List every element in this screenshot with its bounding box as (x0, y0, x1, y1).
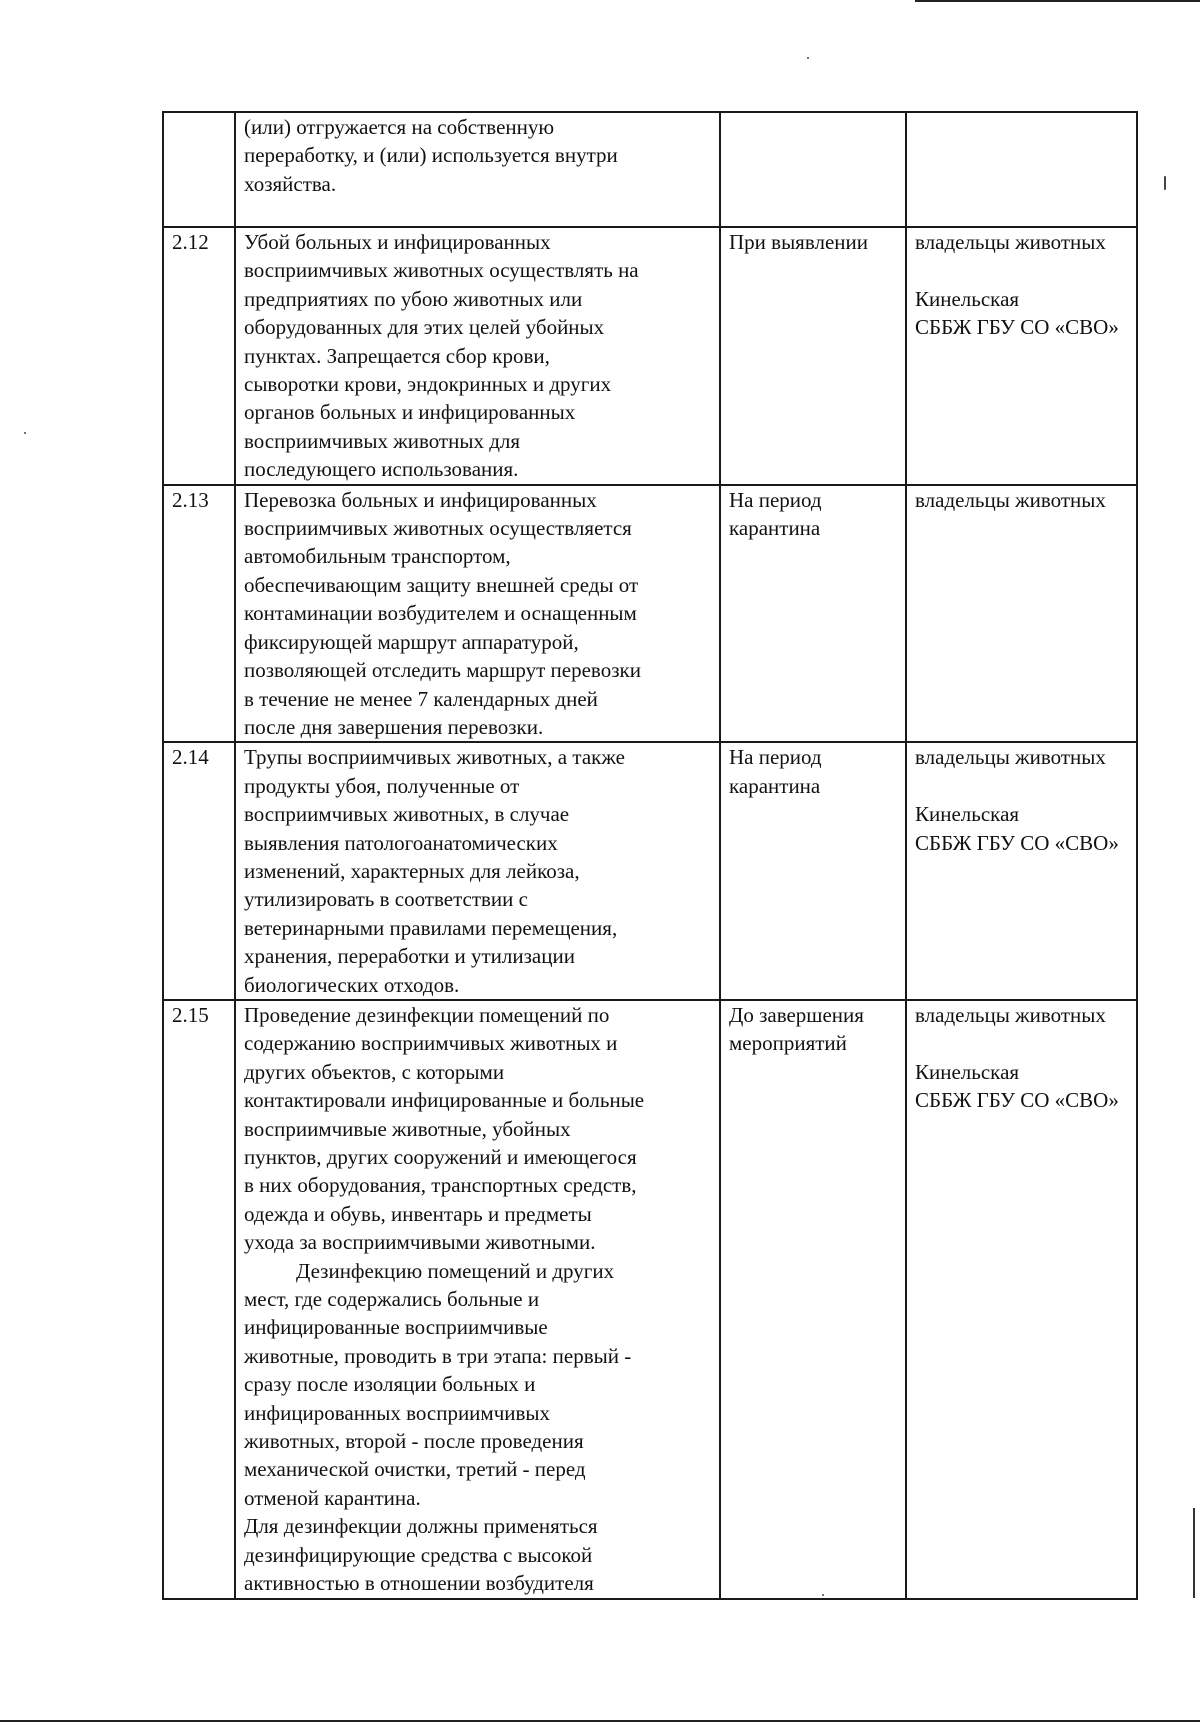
text-line: ухода за восприимчивыми животными. (244, 1230, 596, 1255)
scan-speck (24, 432, 26, 434)
measure-description (235, 112, 720, 227)
text-line: оборудованных для этих целей убойных (244, 315, 605, 340)
text-line: изменений, характерных для лейкоза, (244, 858, 580, 883)
text-line: переработку, и (или) используется внутри (244, 143, 618, 168)
text-line: ветеринарными правилами перемещения, (244, 915, 618, 940)
text-line: карантина (729, 516, 821, 541)
text-line: позволяющей отследить маршрут перевозки (244, 658, 641, 683)
row-number: 2.13 (163, 485, 235, 743)
measure-description (235, 227, 720, 485)
text-line: восприимчивых животных осуществлять на (244, 258, 639, 283)
text-line: механической очистки, третий - перед (244, 1457, 586, 1482)
row-number: 2.15 (163, 1000, 235, 1599)
text-line: выявления патологоанатомических (244, 830, 558, 855)
row-number: 2.14 (163, 742, 235, 1000)
text-line: органов больных и инфицированных (244, 400, 576, 425)
text-line: Трупы восприимчивых животных, а также (244, 745, 625, 770)
text-line: владельцы животных (915, 745, 1106, 770)
measure-description (235, 1000, 720, 1599)
measure-term (720, 227, 906, 485)
spacer (915, 256, 1128, 284)
text-line: биологических отходов. (244, 972, 460, 997)
text-line: пунктах. Запрещается сбор крови, (244, 343, 550, 368)
text-line: мест, где содержались больные и (244, 1287, 540, 1312)
table-row (163, 227, 1137, 485)
measures-table (162, 111, 1138, 1600)
text-line: владельцы животных (915, 230, 1106, 254)
text-line: обеспечивающим защиту внешней среды от (244, 572, 639, 597)
text-line: Перевозка больных и инфицированных (244, 487, 597, 512)
text-line: Дезинфекцию помещений и других (296, 1258, 615, 1283)
text-line: сразу после изоляции больных и (244, 1372, 536, 1397)
measure-responsible (906, 227, 1137, 485)
text-line: в течение не менее 7 календарных дней (244, 686, 598, 711)
measure-responsible (906, 1000, 1137, 1599)
text-line: активностью в отношении возбудителя (244, 1571, 594, 1596)
text-line: Убой больных и инфицированных (244, 230, 551, 254)
measure-responsible (906, 742, 1137, 1000)
measure-description (235, 742, 720, 1000)
text-line: после дня завершения перевозки. (244, 714, 544, 739)
text-line: восприимчивых животных осуществляется (244, 516, 632, 541)
text-line: утилизировать в соответствии с (244, 887, 528, 912)
scan-edge-top (915, 0, 1200, 2)
measure-term (720, 1000, 906, 1599)
text-line: хранения, переработки и утилизации (244, 944, 575, 969)
table-row (163, 485, 1137, 743)
text-line: автомобильным транспортом, (244, 544, 511, 569)
spacer (915, 772, 1128, 800)
measure-term (720, 485, 906, 743)
measure-description (235, 485, 720, 743)
text-line: (или) отгружается на собственную (244, 115, 555, 139)
text-line: содержанию восприимчивых животных и (244, 1031, 618, 1056)
text-line: животные, проводить в три этапа: первый - (244, 1343, 632, 1368)
text-line: СББЖ ГБУ СО «СВО» (915, 315, 1119, 340)
row-number: 2.12 (163, 227, 235, 485)
measure-term (720, 742, 906, 1000)
text-line: На период (729, 745, 822, 770)
text-line: дезинфицирующие средства с высокой (244, 1542, 593, 1567)
text-line: На период (729, 487, 822, 512)
text-line: других объектов, с которыми (244, 1059, 505, 1084)
text-line: контактировали инфицированные и больные (244, 1088, 645, 1113)
table-row (163, 742, 1137, 1000)
text-line: владельцы животных (915, 487, 1106, 512)
text-line: Проведение дезинфекции помещений по (244, 1002, 610, 1027)
text-line: последующего использования. (244, 457, 519, 482)
text-line: пунктов, других сооружений и имеющегося (244, 1145, 637, 1169)
text-line: одежда и обувь, инвентарь и предметы (244, 1201, 592, 1226)
text-line: животных, второй - после проведения (244, 1429, 584, 1454)
text-line: хозяйства. (244, 171, 337, 196)
text-line: фиксирующей маршрут аппаратурой, (244, 629, 579, 654)
text-line: восприимчивых животных, в случае (244, 802, 570, 827)
text-line: Кинельская (915, 1059, 1020, 1084)
scan-edge-bottom (0, 1720, 1200, 1722)
measure-term (720, 112, 906, 227)
text-line: контаминации возбудителем и оснащенным (244, 601, 637, 626)
text-line: продукты убоя, полученные от (244, 773, 520, 798)
text-line: мероприятий (729, 1031, 847, 1056)
text-line: восприимчивых животных для (244, 428, 521, 453)
text-line: Для дезинфекции должны применяться (244, 1514, 598, 1539)
text-line: владельцы животных (915, 1002, 1106, 1027)
measure-responsible (906, 485, 1137, 743)
text-line: Кинельская (915, 802, 1020, 827)
text-line: предприятиях по убою животных или (244, 286, 583, 311)
text-line: До завершения (729, 1002, 864, 1027)
text-line: отменой карантина. (244, 1485, 421, 1510)
table-row (163, 1000, 1137, 1599)
spacer (915, 1029, 1128, 1057)
text-line: Кинельская (915, 286, 1020, 311)
text-line: СББЖ ГБУ СО «СВО» (915, 1088, 1119, 1113)
text-line: инфицированные восприимчивые (244, 1315, 548, 1340)
text-line: СББЖ ГБУ СО «СВО» (915, 830, 1119, 855)
text-line: сыворотки крови, эндокринных и других (244, 372, 612, 397)
text-line: карантина (729, 773, 821, 798)
row-number (163, 112, 235, 227)
measure-responsible (906, 112, 1137, 227)
scan-speck (1164, 176, 1166, 190)
text-line: инфицированных восприимчивых (244, 1400, 551, 1425)
text-line: При выявлении (729, 230, 868, 254)
scan-speck (807, 57, 809, 59)
text-line: восприимчивые животные, убойных (244, 1116, 571, 1141)
text-line: в них оборудования, транспортных средств, (244, 1173, 637, 1198)
scan-edge-right (1193, 1508, 1195, 1598)
table-row (163, 112, 1137, 227)
